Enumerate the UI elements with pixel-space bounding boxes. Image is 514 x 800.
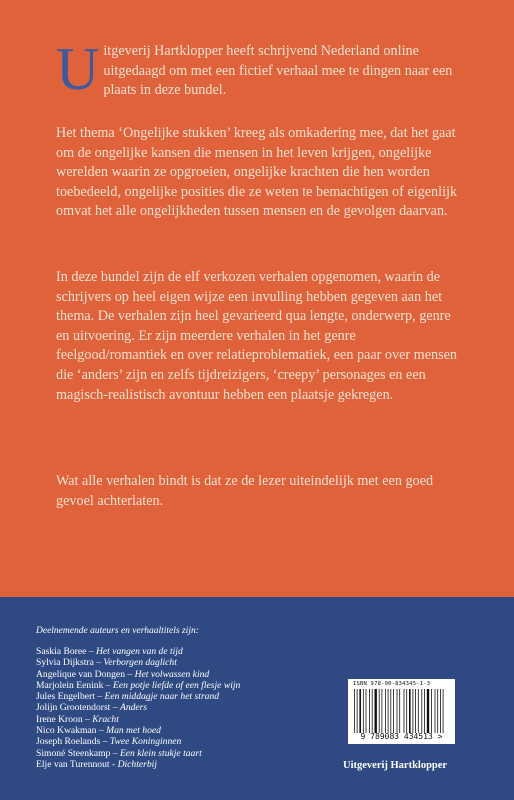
barcode-bar xyxy=(409,689,411,733)
barcode-bar xyxy=(388,689,389,733)
contributor-separator: – xyxy=(100,736,110,748)
contributor-author: Nico Kwakman xyxy=(36,725,97,737)
contributor-author: Elje van Turennout xyxy=(36,758,110,770)
barcode-bar xyxy=(431,689,432,733)
contributor-item xyxy=(36,725,240,736)
contributor-author: Jolijn Grootendorst xyxy=(36,702,111,714)
barcode-bar xyxy=(366,689,367,733)
contributor-story-title: Een middagje naar het strand xyxy=(104,691,220,703)
barcode-bar xyxy=(375,689,377,733)
contributor-separator: – xyxy=(93,657,104,669)
closing-paragraph: Wat alle verhalen bindt is dat ze de lezer uiteindelijk met een goed gevoel achterlaten. xyxy=(56,473,434,509)
contributor-story-title: Het volwassen kind xyxy=(134,668,210,680)
barcode-bar xyxy=(385,689,386,733)
barcode-bar xyxy=(369,689,370,733)
barcode-bar xyxy=(359,689,361,733)
contributor-story-title: Anders xyxy=(119,702,148,714)
barcode-bar xyxy=(382,689,383,733)
barcode-bar xyxy=(413,689,414,733)
contributor-separator: – xyxy=(86,646,96,657)
contributor-item xyxy=(36,736,240,747)
contributor-story-title: Man met hoed xyxy=(106,725,161,737)
barcode xyxy=(348,679,455,744)
contributor-author: Irene Kroon xyxy=(36,713,83,725)
barcode-bar xyxy=(440,689,441,733)
barcode-bar xyxy=(393,689,394,733)
barcode-digits: 9 789083 434513 > xyxy=(360,732,443,741)
barcode-bar xyxy=(397,689,398,733)
contributor-item xyxy=(36,759,240,770)
barcode-bar xyxy=(354,689,355,733)
contributor-story-title: Een klein stukje taart xyxy=(119,747,202,759)
barcode-bars xyxy=(354,689,449,733)
contributor-story-title: Dichterbij xyxy=(117,758,157,770)
contributor-story-title: Het vangen van de tijd xyxy=(95,646,183,657)
contributor-separator: - xyxy=(109,758,118,770)
contributor-author: Jules Engelbert xyxy=(36,691,95,703)
barcode-bar xyxy=(404,689,405,733)
barcode-bar xyxy=(437,689,438,733)
contributor-item xyxy=(36,669,240,680)
contributor-story-title: Een potje liefde of een flesje wijn xyxy=(113,679,241,691)
barcode-bar xyxy=(363,689,364,733)
contributor-item xyxy=(36,748,240,759)
contributor-separator: – xyxy=(110,702,120,714)
contributor-separator: – xyxy=(94,691,105,703)
contributor-story-title: Verborgen daglicht xyxy=(103,657,177,669)
contributor-story-title: Kracht xyxy=(92,713,119,725)
stories-paragraph: In deze bundel zijn de elf verkozen verhalen opgenomen, waarin de schrijvers op heel eigen wijze een invulling hebben gegeven aan het thema. De verhalen zijn heel gevarieerd qua lengte, onderwerp, genre en uitvoering. Er zijn meerdere verhalen in het genre feelgood/romantiek en over relatieproblematiek, een paar over mensen die ‘anders’ zijn en zelfs tijdreizigers, ‘creepy’ personages en een magisch-realistisch avontuur hebben een plaatsje gekregen. xyxy=(56,269,458,403)
barcode-bar xyxy=(421,689,422,733)
contributor-author: Saskia Boree xyxy=(36,646,87,657)
contributor-item xyxy=(36,702,240,713)
barcode-bar xyxy=(443,689,444,733)
contributor-story-title: Twee Koninginnen xyxy=(109,736,182,748)
barcode-bar xyxy=(399,689,400,733)
contributor-separator: – xyxy=(125,668,135,680)
contributors-list xyxy=(36,646,240,770)
barcode-bar xyxy=(415,689,416,733)
contributor-author: Joseph Roelands xyxy=(36,736,101,748)
theme-paragraph: Het thema ‘Ongelijke stukken’ kreeg als omkadering mee, dat het gaat om de ongelijke kansen die mensen in het leven krijgen, ongelijke werelden waarin ze opgroeien, ongelijke krachten die hen worden toebedeeld, ongelijke posities die ze weten te bemachtigen of eigenlijk omvat het alle ongelijkheden tussen mensen en de gevolgen daarvan. xyxy=(56,125,458,220)
drop-cap: U xyxy=(56,36,100,102)
contributor-item xyxy=(36,646,240,657)
contributor-author: Sylvia Dijkstra xyxy=(36,657,94,669)
contributor-separator: – xyxy=(82,713,93,725)
barcode-bar xyxy=(372,689,373,733)
barcode-bar xyxy=(406,689,407,733)
barcode-bar xyxy=(418,689,419,733)
intro-paragraph xyxy=(56,36,466,102)
contributor-separator: – xyxy=(96,725,107,737)
barcode-bar xyxy=(427,689,429,733)
barcode-bar xyxy=(424,689,425,733)
contributor-separator: – xyxy=(103,679,113,691)
contributor-author: Angelique van Dongen xyxy=(36,668,125,680)
contributor-author: Marjolein Eenink xyxy=(36,679,104,691)
contributor-item xyxy=(36,657,240,668)
isbn-label: ISBN 978-90-834345-1-3 xyxy=(353,681,431,687)
contributor-item xyxy=(36,714,240,725)
barcode-bar xyxy=(435,689,436,733)
contributor-separator: – xyxy=(110,747,120,759)
publisher-name: Uitgeverij Hartklopper xyxy=(343,760,448,771)
contributors-heading: Deelnemende auteurs en verhaaltitels zijn: xyxy=(36,626,199,636)
barcode-bar xyxy=(357,689,358,733)
intro-text: itgeverij Hartklopper heeft schrijvend Nederland online uitgedaagd om met een fictief verhaal mee te dingen naar een plaats in deze bundel. xyxy=(103,43,453,99)
barcode-bar xyxy=(390,689,391,733)
contributor-item xyxy=(36,680,240,691)
contributor-item xyxy=(36,691,240,702)
contributor-author: Simoné Steenkamp xyxy=(36,747,111,759)
barcode-bar xyxy=(379,689,380,733)
